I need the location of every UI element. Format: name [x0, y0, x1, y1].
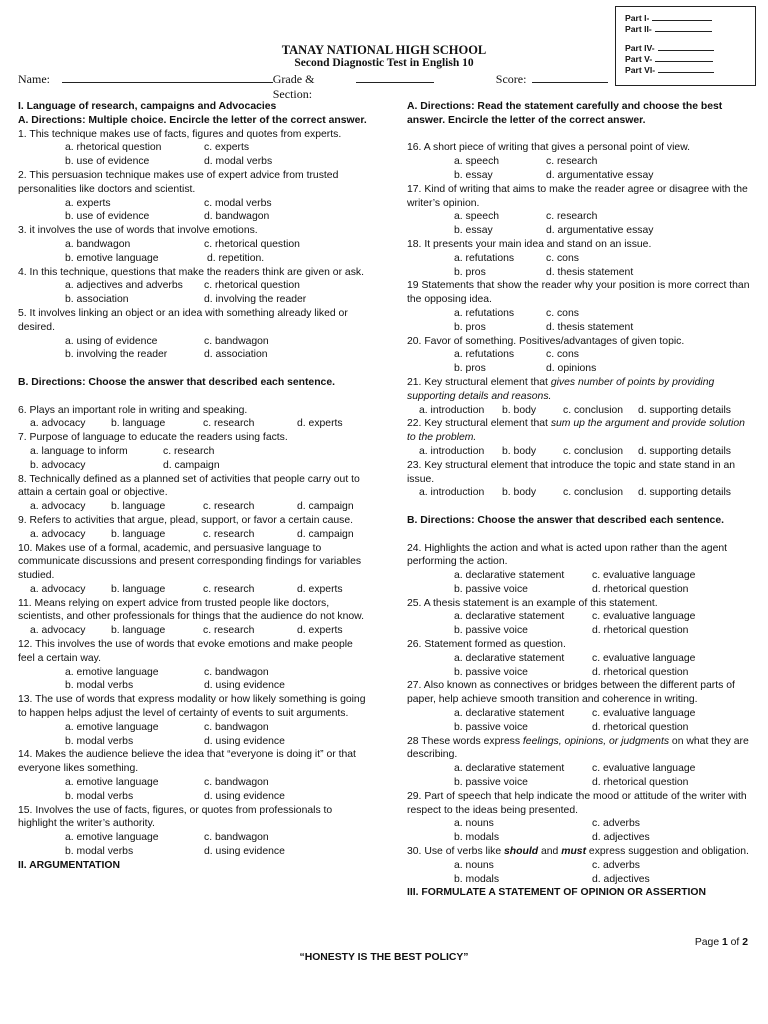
choice-a[interactable]: a. adjectives and adverbs: [65, 280, 183, 292]
student-info-line: [18, 71, 608, 102]
question-28-text: 28 These words express: [407, 735, 523, 747]
choice-c[interactable]: c. cons: [546, 252, 579, 264]
page-number: [695, 937, 748, 948]
part5-label: Part V-: [625, 54, 653, 64]
choice-b[interactable]: b. passive voice: [454, 625, 528, 637]
question-29: 29. Part of speech that help indicate the mood or attitude of the writer with respect to the ideas being presented.: [407, 790, 747, 816]
question-28-italic: feelings, opinions, or judgments: [522, 735, 670, 747]
choice-b[interactable]: b. pros: [454, 266, 486, 278]
part2-title: II. ARGUMENTATION: [18, 859, 120, 871]
question-12: 12. This involves the use of words that evoke emotions and make people feel a certain way.: [18, 639, 353, 664]
choice-b[interactable]: b. modal verbs: [65, 735, 134, 747]
choice-c[interactable]: c. evaluative language: [592, 611, 696, 623]
choice-c[interactable]: c. bandwagon: [204, 721, 269, 733]
choice-b[interactable]: b. language: [111, 625, 166, 637]
choice-a[interactable]: a. emotive language: [65, 832, 159, 844]
choice-d[interactable]: d. adjectives: [592, 832, 650, 844]
choice-a[interactable]: a. nouns: [454, 818, 494, 830]
choice-a[interactable]: a. speech: [454, 156, 500, 168]
choice-c[interactable]: c. bandwagon: [204, 335, 269, 347]
choice-c[interactable]: c. cons: [546, 349, 579, 361]
part1-blank[interactable]: [652, 12, 712, 21]
school-name: TANAY NATIONAL HIGH SCHOOL: [281, 43, 487, 57]
choice-a[interactable]: a. language to inform: [30, 445, 128, 457]
choice-c[interactable]: c. research: [203, 501, 255, 513]
question-3: 3. it involves the use of words that involve emotions.: [18, 225, 258, 237]
name-label: Name:: [18, 72, 50, 86]
choice-b[interactable]: b. language: [111, 418, 166, 430]
choice-c[interactable]: c. conclusion: [563, 445, 624, 457]
choice-b[interactable]: b. body: [502, 404, 537, 416]
choice-a[interactable]: a. declarative statement: [454, 652, 565, 664]
choice-d[interactable]: d. rhetorical question: [592, 666, 689, 678]
choice-d[interactable]: d. argumentative essay: [546, 169, 654, 181]
choice-c[interactable]: c. rhetorical question: [204, 238, 300, 250]
part6-label: Part VI-: [625, 65, 656, 75]
choice-d[interactable]: d. supporting details: [638, 487, 731, 499]
choice-c[interactable]: c. research: [546, 211, 598, 223]
choice-a[interactable]: a. advocacy: [30, 418, 86, 430]
choice-a[interactable]: a. advocacy: [30, 625, 86, 637]
choice-b[interactable]: b. passive voice: [454, 666, 528, 678]
question-28-text-end: on what they are describing.: [407, 735, 749, 761]
question-27: 27. Also known as connectives or bridges between the different parts of paper, help achieve smooth transition and coherence in writing.: [407, 680, 735, 706]
question-22-text: 22. Key structural element that: [407, 418, 551, 430]
choice-c[interactable]: c. cons: [546, 307, 579, 319]
choice-d[interactable]: d. using evidence: [204, 680, 285, 692]
part3-title: III. FORMULATE A STATEMENT OF OPINION OR ASSERTION: [407, 887, 707, 899]
choice-a[interactable]: a. declarative statement: [454, 763, 565, 775]
choice-a[interactable]: a. refutations: [454, 349, 515, 361]
choice-d[interactable]: d. campaign: [163, 459, 220, 471]
choice-b[interactable]: b. pros: [454, 363, 486, 375]
choice-d[interactable]: d. using evidence: [204, 735, 285, 747]
question-9: 9. Refers to activities that argue, plead, support, or favor a certain cause.: [18, 514, 353, 526]
choice-d[interactable]: d. rhetorical question: [592, 583, 689, 595]
choice-d[interactable]: d. association: [204, 349, 268, 361]
question-22-italic: sum up the argument and provide solution to the problem.: [407, 418, 745, 444]
choice-d[interactable]: d. involving the reader: [204, 294, 307, 306]
choice-c[interactable]: c. rhetorical question: [204, 280, 300, 292]
question-15: 15. Involves the use of facts, figures, or quotes from professionals to highlight the writer’s authority.: [18, 804, 333, 830]
question-17: 17. Kind of writing that aims to make the reader agree or disagree with the writer’s opinion.: [407, 183, 748, 209]
choice-b[interactable]: b. language: [111, 501, 166, 513]
right-column: [407, 100, 750, 900]
choice-a[interactable]: a. speech: [454, 211, 500, 223]
question-24: 24. Highlights the action and what is acted upon rather than the agent performing the action.: [407, 542, 728, 568]
choice-d[interactable]: d. thesis statement: [546, 266, 634, 278]
choice-b[interactable]: b. use of evidence: [65, 156, 150, 168]
choice-c[interactable]: c. bandwagon: [204, 666, 269, 678]
choice-b[interactable]: b. modal verbs: [65, 846, 134, 858]
choice-a[interactable]: a. rhetorical question: [65, 142, 162, 154]
choice-d[interactable]: d. experts: [297, 418, 343, 430]
choice-d[interactable]: d. rhetorical question: [592, 777, 689, 789]
question-10: 10. Makes use of a formal, academic, and persuasive language to communicate discussions and present corresponding findings for variables studied.: [18, 542, 362, 582]
question-16: 16. A short piece of writing that gives a personal point of view.: [407, 142, 691, 154]
question-22: [407, 417, 750, 445]
choice-b[interactable]: b. passive voice: [454, 777, 528, 789]
grade-section-label: Grade & Section:: [272, 72, 315, 101]
grade-section-field[interactable]: [356, 71, 434, 83]
choice-d[interactable]: d. supporting details: [638, 404, 731, 416]
choice-b[interactable]: b. use of evidence: [65, 211, 150, 223]
choice-a[interactable]: a. declarative statement: [454, 708, 565, 720]
question-20: 20. Favor of something. Positives/advantages of given topic.: [407, 335, 685, 347]
choice-d[interactable]: d. campaign: [297, 528, 354, 540]
choice-c[interactable]: c. evaluative language: [592, 763, 696, 775]
part-a-directions-right: A. Directions: Read the statement carefully and choose the best answer. Encircle the letter of the correct answer.: [407, 101, 723, 126]
question-7: 7. Purpose of language to educate the readers using facts.: [18, 432, 288, 444]
page-prefix: Page: [694, 937, 722, 948]
choice-b[interactable]: b. association: [65, 294, 129, 306]
choice-c[interactable]: c. research: [546, 156, 598, 168]
choice-b[interactable]: b. modal verbs: [65, 680, 134, 692]
choice-d[interactable]: d. adjectives: [592, 873, 650, 885]
choice-b[interactable]: b. advocacy: [30, 459, 86, 471]
choice-b[interactable]: b. body: [502, 487, 537, 499]
part1-label: Part I-: [625, 13, 650, 23]
choice-b[interactable]: b. modals: [454, 873, 500, 885]
choice-a[interactable]: a. bandwagon: [65, 238, 131, 250]
choice-a[interactable]: a. advocacy: [30, 501, 86, 513]
choice-b[interactable]: b. language: [111, 528, 166, 540]
choice-c[interactable]: c. research: [163, 445, 215, 457]
question-6: 6. Plays an important role in writing and speaking.: [18, 404, 248, 416]
question-11: 11. Means relying on expert advice from trusted people like doctors, scientists, and other professionals for things that the audience do not know.: [18, 597, 364, 623]
choice-a[interactable]: a. emotive language: [65, 666, 159, 678]
page-current: 1: [721, 937, 728, 948]
choice-c[interactable]: c. research: [203, 528, 255, 540]
choice-c[interactable]: c. research: [203, 583, 255, 595]
choice-d[interactable]: d. using evidence: [204, 790, 285, 802]
choice-c[interactable]: c. modal verbs: [204, 197, 272, 209]
choice-a[interactable]: a. emotive language: [65, 777, 159, 789]
question-21-italic: gives number of points by providing supporting details and reasons.: [407, 376, 715, 402]
choice-d[interactable]: d. bandwagon: [204, 211, 270, 223]
question-30-text-mid: and: [538, 846, 562, 858]
choice-b[interactable]: b. passive voice: [454, 721, 528, 733]
choice-b[interactable]: b. modals: [454, 832, 500, 844]
part2-blank[interactable]: [655, 23, 712, 32]
choice-c[interactable]: c. research: [203, 418, 255, 430]
choice-d[interactable]: d. repetition.: [207, 252, 265, 264]
page-of: of: [727, 937, 743, 948]
choice-b[interactable]: b. passive voice: [454, 583, 528, 595]
choice-c[interactable]: c. conclusion: [563, 487, 624, 499]
choice-c[interactable]: c. bandwagon: [204, 832, 269, 844]
choice-a[interactable]: a. emotive language: [65, 721, 159, 733]
choice-c[interactable]: c. conclusion: [563, 404, 624, 416]
choice-c[interactable]: c. evaluative language: [592, 708, 696, 720]
choice-a[interactable]: a. introduction: [419, 445, 485, 457]
choice-a[interactable]: a. using of evidence: [65, 335, 158, 347]
part4-label: Part IV-: [625, 43, 655, 53]
question-30-word-must: must: [561, 846, 587, 858]
choice-b[interactable]: b. essay: [454, 225, 493, 237]
choice-b[interactable]: b. emotive language: [65, 252, 159, 264]
question-30-text: 30. Use of verbs like: [407, 846, 505, 858]
score-label: Score:: [495, 72, 527, 86]
question-2: 2. This persuasion technique makes use of expert advice from trusted personalities like doctors and scientist.: [18, 169, 339, 195]
part-b-directions-right: B. Directions: Choose the answer that described each sentence.: [407, 514, 725, 526]
score-field[interactable]: [532, 71, 608, 83]
question-28: [407, 735, 750, 763]
question-23: 23. Key structural element that introduce the topic and state stand in an issue.: [407, 459, 736, 485]
choice-d[interactable]: d. experts: [297, 583, 343, 595]
question-30-word-should: should: [504, 846, 539, 858]
choice-c[interactable]: c. research: [203, 625, 255, 637]
choice-d[interactable]: d. supporting details: [638, 445, 731, 457]
choice-d[interactable]: d. using evidence: [204, 846, 285, 858]
choice-d[interactable]: d. rhetorical question: [592, 625, 689, 637]
question-19: 19 Statements that show the reader why your position is more correct than the opposing idea.: [407, 280, 750, 306]
question-13: 13. The use of words that express modality or how likely something is going to happen helps adjust the level of certainty of events to suit arguments.: [18, 694, 366, 720]
question-8: 8. Technically defined as a planned set of activities that people carry out to attain a certain goal or objective.: [18, 473, 360, 499]
choice-d[interactable]: d. opinions: [546, 363, 597, 375]
choice-a[interactable]: a. introduction: [419, 487, 485, 499]
choice-a[interactable]: a. declarative statement: [454, 611, 565, 623]
choice-a[interactable]: a. experts: [65, 197, 111, 209]
question-30-text-end: express suggestion and obligation.: [586, 846, 749, 858]
question-1: 1. This technique makes use of facts, figures and quotes from experts.: [18, 128, 342, 140]
choice-b[interactable]: b. modal verbs: [65, 790, 134, 802]
question-21-text: 21. Key structural element that: [407, 376, 551, 388]
question-14: 14. Makes the audience believe the idea that “everyone is doing it” or that everyone likes something.: [18, 749, 356, 775]
choice-a[interactable]: a. nouns: [454, 859, 494, 871]
choice-d[interactable]: d. modal verbs: [204, 156, 273, 168]
left-column: [18, 100, 370, 873]
page-total: 2: [742, 937, 748, 948]
name-field[interactable]: [62, 71, 273, 83]
choice-d[interactable]: d. experts: [297, 625, 343, 637]
choice-c[interactable]: c. evaluative language: [592, 570, 696, 582]
question-18: 18. It presents your main idea and stand on an issue.: [407, 238, 652, 250]
choice-d[interactable]: d. thesis statement: [546, 321, 634, 333]
choice-b[interactable]: b. pros: [454, 321, 486, 333]
choice-c[interactable]: c. adverbs: [592, 859, 640, 871]
question-25: 25. A thesis statement is an example of this statement.: [407, 597, 658, 609]
question-5: 5. It involves linking an object or an idea with something already liked or desired.: [18, 307, 348, 333]
choice-a[interactable]: a. refutations: [454, 307, 515, 319]
choice-a[interactable]: a. advocacy: [30, 583, 86, 595]
part-a-directions: A. Directions: Multiple choice. Encircle the letter of the correct answer.: [18, 114, 367, 126]
part-b-directions: B. Directions: Choose the answer that described each sentence.: [18, 376, 336, 388]
choice-b[interactable]: b. essay: [454, 169, 493, 181]
question-30: [407, 845, 750, 859]
question-26: 26. Statement formed as question.: [407, 639, 566, 651]
choice-d[interactable]: d. campaign: [297, 501, 354, 513]
test-title: Second Diagnostic Test in English 10: [294, 57, 474, 69]
choice-b[interactable]: b. language: [111, 583, 166, 595]
footer-motto: “HONESTY IS THE BEST POLICY”: [299, 952, 469, 963]
choice-c[interactable]: c. bandwagon: [204, 777, 269, 789]
choice-b[interactable]: b. body: [502, 445, 537, 457]
choice-c[interactable]: c. evaluative language: [592, 652, 696, 664]
choice-d[interactable]: d. argumentative essay: [546, 225, 654, 237]
choice-a[interactable]: a. advocacy: [30, 528, 86, 540]
choice-d[interactable]: d. rhetorical question: [592, 721, 689, 733]
choice-c[interactable]: c. experts: [204, 142, 250, 154]
question-4: 4. In this technique, questions that make the readers think are given or ask.: [18, 266, 364, 278]
choice-b[interactable]: b. involving the reader: [65, 349, 168, 361]
choice-a[interactable]: a. refutations: [454, 252, 515, 264]
part2-label: Part II-: [625, 24, 652, 34]
part1-title: I. Language of research, campaigns and Advocacies: [18, 101, 277, 112]
choice-c[interactable]: c. adverbs: [592, 818, 640, 830]
question-21: [407, 376, 750, 404]
choice-a[interactable]: a. introduction: [419, 404, 485, 416]
choice-a[interactable]: a. declarative statement: [454, 570, 565, 582]
